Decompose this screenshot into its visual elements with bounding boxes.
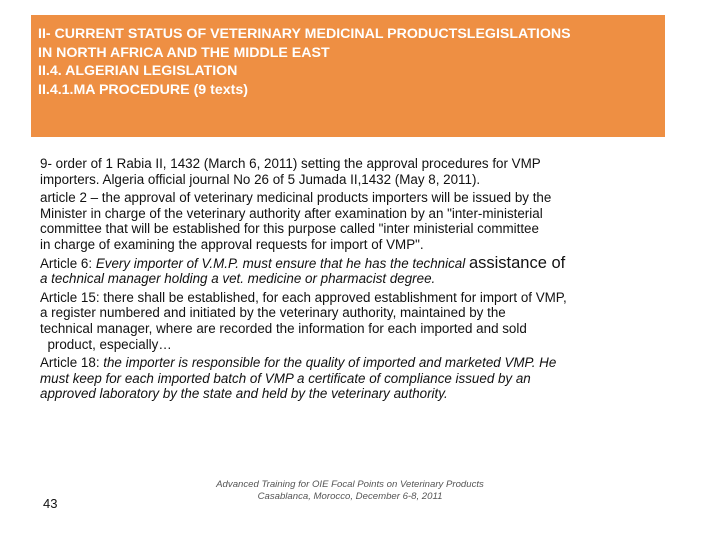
page-number: 43 [43,496,58,511]
article18-line-3-text: approved laboratory by the state and held by the veterinary authority. [40,386,448,402]
article15-line-2: a register numbered and initiated by the veterinary authority, maintained by the [40,305,506,321]
footer-line-1: Advanced Training for OIE Focal Points on Veterinary Products [216,479,484,490]
article18-label: Article 18: [40,355,104,371]
title-line-3: II.4. ALGERIAN LEGISLATION [38,63,238,80]
article15-line-1: Article 15: there shall be established, for each approved establishment for import of VMP, [40,289,567,305]
article15-line-4: product, especially… [40,336,172,352]
article6-line-2-text: a technical manager holding a vet. medicine or pharmacist degree. [40,271,436,287]
article6-big-text: assistance of [468,253,566,272]
article2-line-2: Minister in charge of the veterinary authority after examination by an "inter-ministerial [40,205,543,221]
article2-line-3: committee that will be established for this purpose called "inter ministerial committee [40,221,539,237]
article6-line-1 [40,253,680,272]
slide-body [40,156,680,402]
article18-line-1 [40,355,680,371]
article6-line-2 [40,271,680,287]
order-line-1: 9- order of 1 Rabia II, 1432 (March 6, 2011) setting the approval procedures for VMP [40,156,541,171]
title-line-4: II.4.1.MA PROCEDURE (9 texts) [38,82,248,99]
footer-line-2: Casablanca, Morocco, December 6-8, 2011 [257,491,443,502]
article2-line-4: in charge of examining the approval requests for import of VMP". [40,236,424,252]
article6-label: Article 6: [40,255,96,271]
article18-line-3 [40,386,680,402]
article6-text: Every importer of V.M.P. must ensure that he has the technical [95,255,469,271]
article18-line-2-text: must keep for each imported batch of VMP a certificate of compliance issued by an [40,370,531,386]
title-line-1: II- CURRENT STATUS OF VETERINARY MEDICINAL PRODUCTSLEGISLATIONS [38,26,571,42]
title-line-2: IN NORTH AFRICA AND THE MIDDLE EAST [38,44,330,61]
article18-line-2 [40,371,680,387]
article18-text: the importer is responsible for the quality of imported and marketed VMP. He [103,355,557,371]
order-line-2: importers. Algeria official journal No 26 of 5 Jumada II,1432 (May 8, 2011). [40,171,481,187]
article15-line-3: technical manager, where are recorded the information for each imported and sold [40,320,527,336]
footer-caption [150,479,550,503]
title-banner [31,15,665,137]
article2-line-1: article 2 – the approval of veterinary medicinal products importers will be issued by the [40,190,552,206]
